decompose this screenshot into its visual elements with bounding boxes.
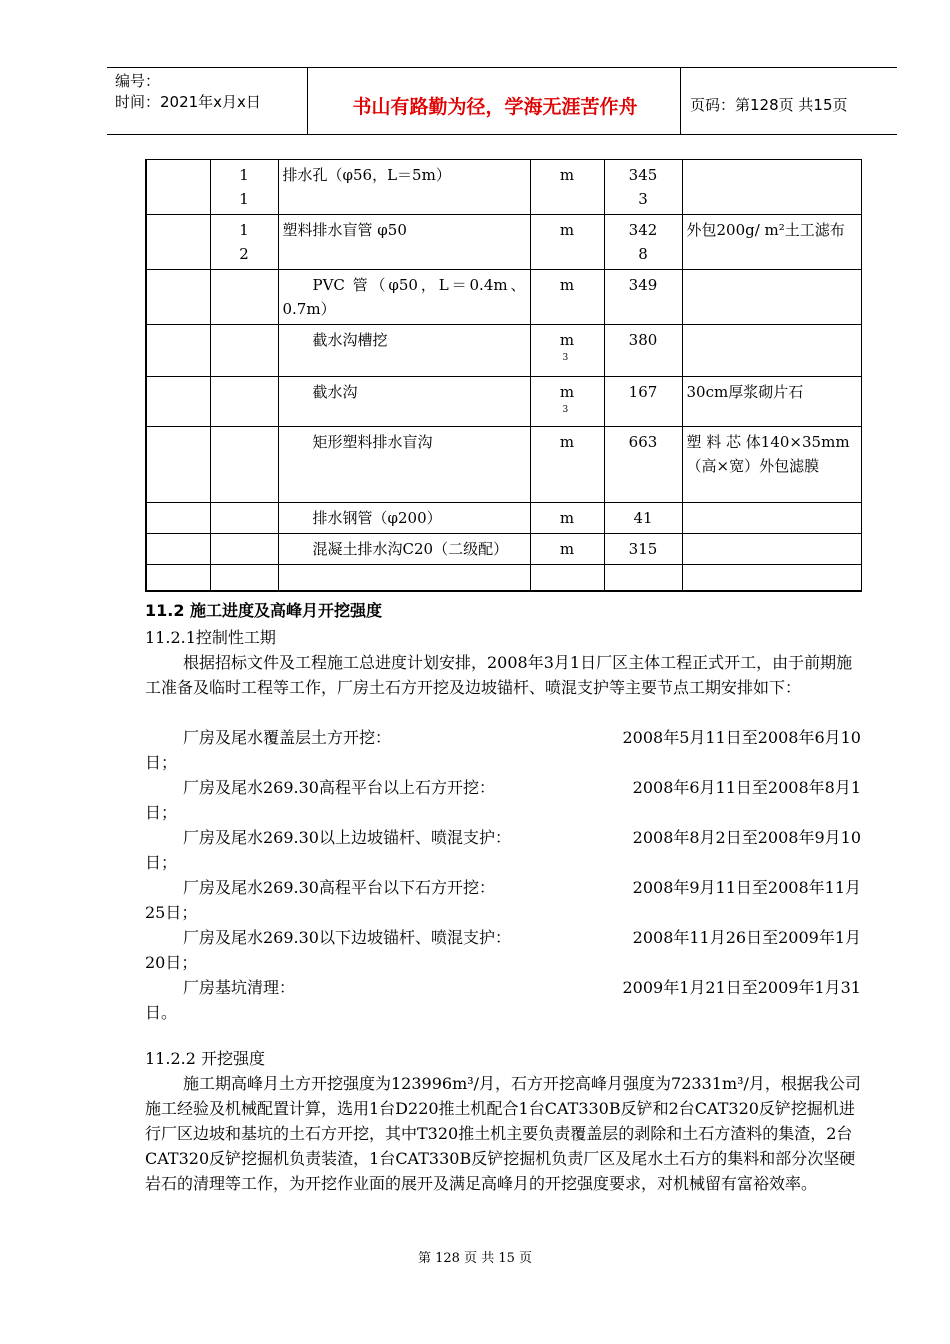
row-index	[210, 325, 278, 377]
schedule-date: 2009年1月21日至2009年1月31	[622, 978, 861, 997]
header-time-label: 时间：2021年x月x日	[115, 93, 261, 111]
item-note	[682, 565, 861, 591]
item-unit: m	[530, 270, 604, 325]
header-page-label: 页码：第128页 共15页	[690, 96, 848, 114]
item-quantity: 345 3	[604, 160, 682, 215]
section-title: 11.2 施工进度及高峰月开挖强度	[145, 601, 383, 620]
header-divider-2	[680, 67, 681, 135]
table-row	[146, 270, 861, 325]
blank-cell	[146, 160, 210, 215]
blank-cell	[146, 325, 210, 377]
table-row	[146, 160, 861, 215]
item-quantity	[604, 565, 682, 591]
header-bottom-rule	[107, 134, 897, 135]
table-row	[146, 503, 861, 534]
item-name: 排水钢管（φ200）	[278, 503, 530, 534]
item-name: 排水孔（φ56，L＝5m）	[278, 160, 530, 215]
subsection-title-intensity: 11.2.2 开挖强度	[145, 1049, 265, 1068]
table-row	[146, 215, 861, 270]
item-quantity: 349	[604, 270, 682, 325]
item-quantity: 41	[604, 503, 682, 534]
table-row	[146, 565, 861, 591]
row-index	[210, 427, 278, 503]
table-row	[146, 427, 861, 503]
item-quantity: 663	[604, 427, 682, 503]
schedule-list	[145, 725, 861, 1025]
schedule-tail: 25日；	[145, 903, 198, 922]
row-index	[210, 565, 278, 591]
row-index	[210, 534, 278, 565]
header-motto: 书山有路勤为径，学海无涯苦作舟	[352, 96, 638, 118]
item-note	[682, 503, 861, 534]
schedule-tail: 日；	[145, 803, 178, 822]
item-note	[682, 270, 861, 325]
header-divider-1	[307, 67, 308, 135]
item-name: 混凝土排水沟C20（二级配）	[278, 534, 530, 565]
item-unit: m	[530, 160, 604, 215]
intensity-paragraph: 施工期高峰月土方开挖强度为123996m³/月，石方开挖高峰月强度为72331m³/月，根据我公司施工经验及机械配置计算，选用1台D220推土机配合1台CAT330B反铲和2台CAT320反铲挖掘机进行厂区边坡和基坑的土石方开挖，其中T320推土机主要负责覆盖层的剥除和土石方渣料的集渣，2台CAT320反铲挖掘机负责装渣，1台CAT330B反铲挖掘机负责厂区及尾水土石方的集料和部分次坚硬岩石的清理等工作，为开挖作业面的展开及满足高峰月的开挖强度要求，对机械留有富裕效率。	[145, 1074, 861, 1193]
item-quantity: 342 8	[604, 215, 682, 270]
item-quantity: 167	[604, 377, 682, 427]
item-unit: m	[530, 427, 604, 503]
item-note: 30cm厚浆砌片石	[682, 377, 861, 427]
schedule-task: 厂房及尾水269.30以上边坡锚杆、喷混支护：	[183, 828, 511, 847]
item-unit: m	[530, 215, 604, 270]
item-unit	[530, 565, 604, 591]
schedule-item	[145, 975, 861, 1000]
header-number-label: 编号：	[115, 72, 161, 90]
item-note: 塑 料 芯 体140×35mm（高×宽）外包滤膜	[682, 427, 861, 503]
blank-cell	[146, 377, 210, 427]
schedule-date: 2008年6月11日至2008年8月1	[632, 778, 861, 797]
item-name: 截水沟	[278, 377, 530, 427]
blank-cell	[146, 427, 210, 503]
item-note	[682, 160, 861, 215]
schedule-task: 厂房基坑清理：	[183, 978, 296, 997]
page-footer: 第 128 页 共 15 页	[417, 1251, 533, 1266]
item-note	[682, 534, 861, 565]
unit-superscript: 3	[562, 353, 569, 363]
row-index: 1 1	[210, 160, 278, 215]
schedule-task: 厂房及尾水覆盖层土方开挖：	[183, 728, 392, 747]
item-quantity: 315	[604, 534, 682, 565]
row-index	[210, 377, 278, 427]
table-row	[146, 325, 861, 377]
table-row	[146, 534, 861, 565]
schedule-tail: 日；	[145, 753, 178, 772]
blank-cell	[146, 565, 210, 591]
row-index: 1 2	[210, 215, 278, 270]
schedule-tail: 日。	[145, 1003, 178, 1022]
item-unit: m	[530, 534, 604, 565]
item-name: PVC 管（φ50，L＝0.4m、0.7m）	[278, 270, 530, 325]
schedule-date: 2008年5月11日至2008年6月10	[622, 728, 861, 747]
blank-cell	[146, 215, 210, 270]
item-note: 外包200g/ m²土工滤布	[682, 215, 861, 270]
blank-cell	[146, 270, 210, 325]
schedule-item	[145, 725, 861, 750]
item-note	[682, 325, 861, 377]
row-index	[210, 270, 278, 325]
drainage-quantity-table	[145, 159, 862, 592]
intro-paragraph: 根据招标文件及工程施工总进度计划安排，2008年3月1日厂区主体工程正式开工，由于前期施工准备及临时工程等工作，厂房土石方开挖及边坡锚杆、喷混支护等主要节点工期安排如下：	[145, 653, 853, 697]
item-unit: m	[530, 503, 604, 534]
schedule-item	[145, 775, 861, 800]
item-unit: m 3	[530, 325, 604, 377]
schedule-task: 厂房及尾水269.30以下边坡锚杆、喷混支护：	[183, 928, 511, 947]
item-name: 截水沟槽挖	[278, 325, 530, 377]
subsection-title-schedule: 11.2.1控制性工期	[145, 628, 276, 647]
item-name: 矩形塑料排水盲沟	[278, 427, 530, 503]
unit-superscript: 3	[562, 405, 569, 415]
header-top-rule	[107, 67, 897, 68]
schedule-item	[145, 875, 861, 900]
schedule-date: 2008年9月11日至2008年11月	[632, 878, 861, 897]
schedule-date: 2008年8月2日至2008年9月10	[632, 828, 861, 847]
schedule-item	[145, 925, 861, 950]
schedule-tail: 20日；	[145, 953, 198, 972]
schedule-item	[145, 825, 861, 850]
table-row	[146, 377, 861, 427]
schedule-date: 2008年11月26日至2009年1月	[632, 928, 861, 947]
blank-cell	[146, 503, 210, 534]
item-unit: m 3	[530, 377, 604, 427]
item-name	[278, 565, 530, 591]
schedule-tail: 日；	[145, 853, 178, 872]
blank-cell	[146, 534, 210, 565]
item-quantity: 380	[604, 325, 682, 377]
schedule-task: 厂房及尾水269.30高程平台以下石方开挖：	[183, 878, 495, 897]
row-index	[210, 503, 278, 534]
schedule-task: 厂房及尾水269.30高程平台以上石方开挖：	[183, 778, 495, 797]
item-name: 塑料排水盲管 φ50	[278, 215, 530, 270]
